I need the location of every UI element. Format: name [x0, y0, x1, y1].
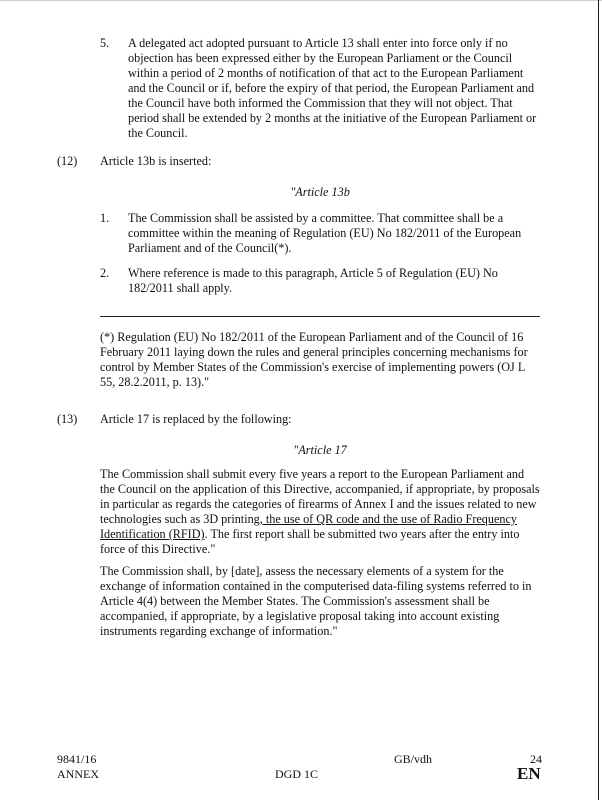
para-5-number: 5.	[100, 36, 110, 50]
article-17-heading: "Article 17	[293, 443, 347, 457]
article-17-para-1	[100, 467, 542, 557]
article-17-para-1-amendment: , the use of QR code and the use of Radio Frequency Identification (RFID)	[100, 512, 517, 541]
article-13b-para-2-text: Where reference is made to this paragraph, Article 5 of Regulation (EU) No 182/2011 shall apply.	[128, 266, 498, 295]
footer-language: EN	[517, 764, 541, 783]
article-17-para-1-end: . The first report shall be submitted two years after the entry into force of this Directive."	[100, 527, 520, 556]
footer-initials: GB/vdh	[394, 752, 433, 766]
item-13-intro: Article 17 is replaced by the following:	[100, 412, 292, 426]
article-13b-para-2-number: 2.	[100, 266, 110, 280]
article-13b-heading: "Article 13b	[290, 185, 350, 199]
item-12-number: (12)	[57, 154, 78, 168]
footer-doc-number: 9841/16	[57, 752, 97, 766]
article-13b-para-1-number: 1.	[100, 211, 110, 225]
footer-page-number: 24	[530, 752, 542, 766]
para-5-text: A delegated act adopted pursuant to Article 13 shall enter into force only if no objection has been expressed either by the European Parliament or the Council within a period of 2 months of notification of that act to the European Parliament and the Council or if, before the expiry of that period, the European Parliament and the Council have both informed the Commission that they will not object. That period shall be extended by 2 months at the initiative of the European Parliament or the Council.	[128, 36, 537, 140]
item-13-number: (13)	[57, 412, 78, 426]
article-17-para-2: The Commission shall, by [date], assess the necessary elements of a system for the exchange of information contained in the computerised data-filing systems referred to in Article 4(4) between the Member States. The Commission's assessment shall be accompanied, if appropriate, by a legislative proposal taking into account existing instruments regarding exchange of information."	[100, 564, 532, 638]
footnote-text: (*) Regulation (EU) No 182/2011 of the European Parliament and of the Council of 16 February 2011 laying down the rules and general principles concerning mechanisms for control by Member States of the Commission's exercise of implementing powers (OJ L 55, 28.2.2011, p. 13)."	[100, 330, 528, 389]
item-12-intro: Article 13b is inserted:	[100, 154, 212, 168]
page-top-edge	[0, 0, 602, 1]
page-right-border	[598, 0, 599, 800]
article-13b-para-1-text: The Commission shall be assisted by a committee. That committee shall be a committee within the meaning of Regulation (EU) No 182/2011 of the European Parliament and of the Council(*).	[128, 211, 522, 255]
footnote-separator	[100, 316, 540, 317]
footer-annex: ANNEX	[57, 767, 99, 781]
article-17-para-1-start: The Commission shall submit every five years a report to the European Parliament and the Council on the application of this Directive, accompanied, if appropriate, by proposals in particular as regards the categories of firearms of Annex I and the issues related to new technologies such as 3D printing	[100, 467, 540, 526]
footer-dg: DGD 1C	[275, 767, 319, 781]
